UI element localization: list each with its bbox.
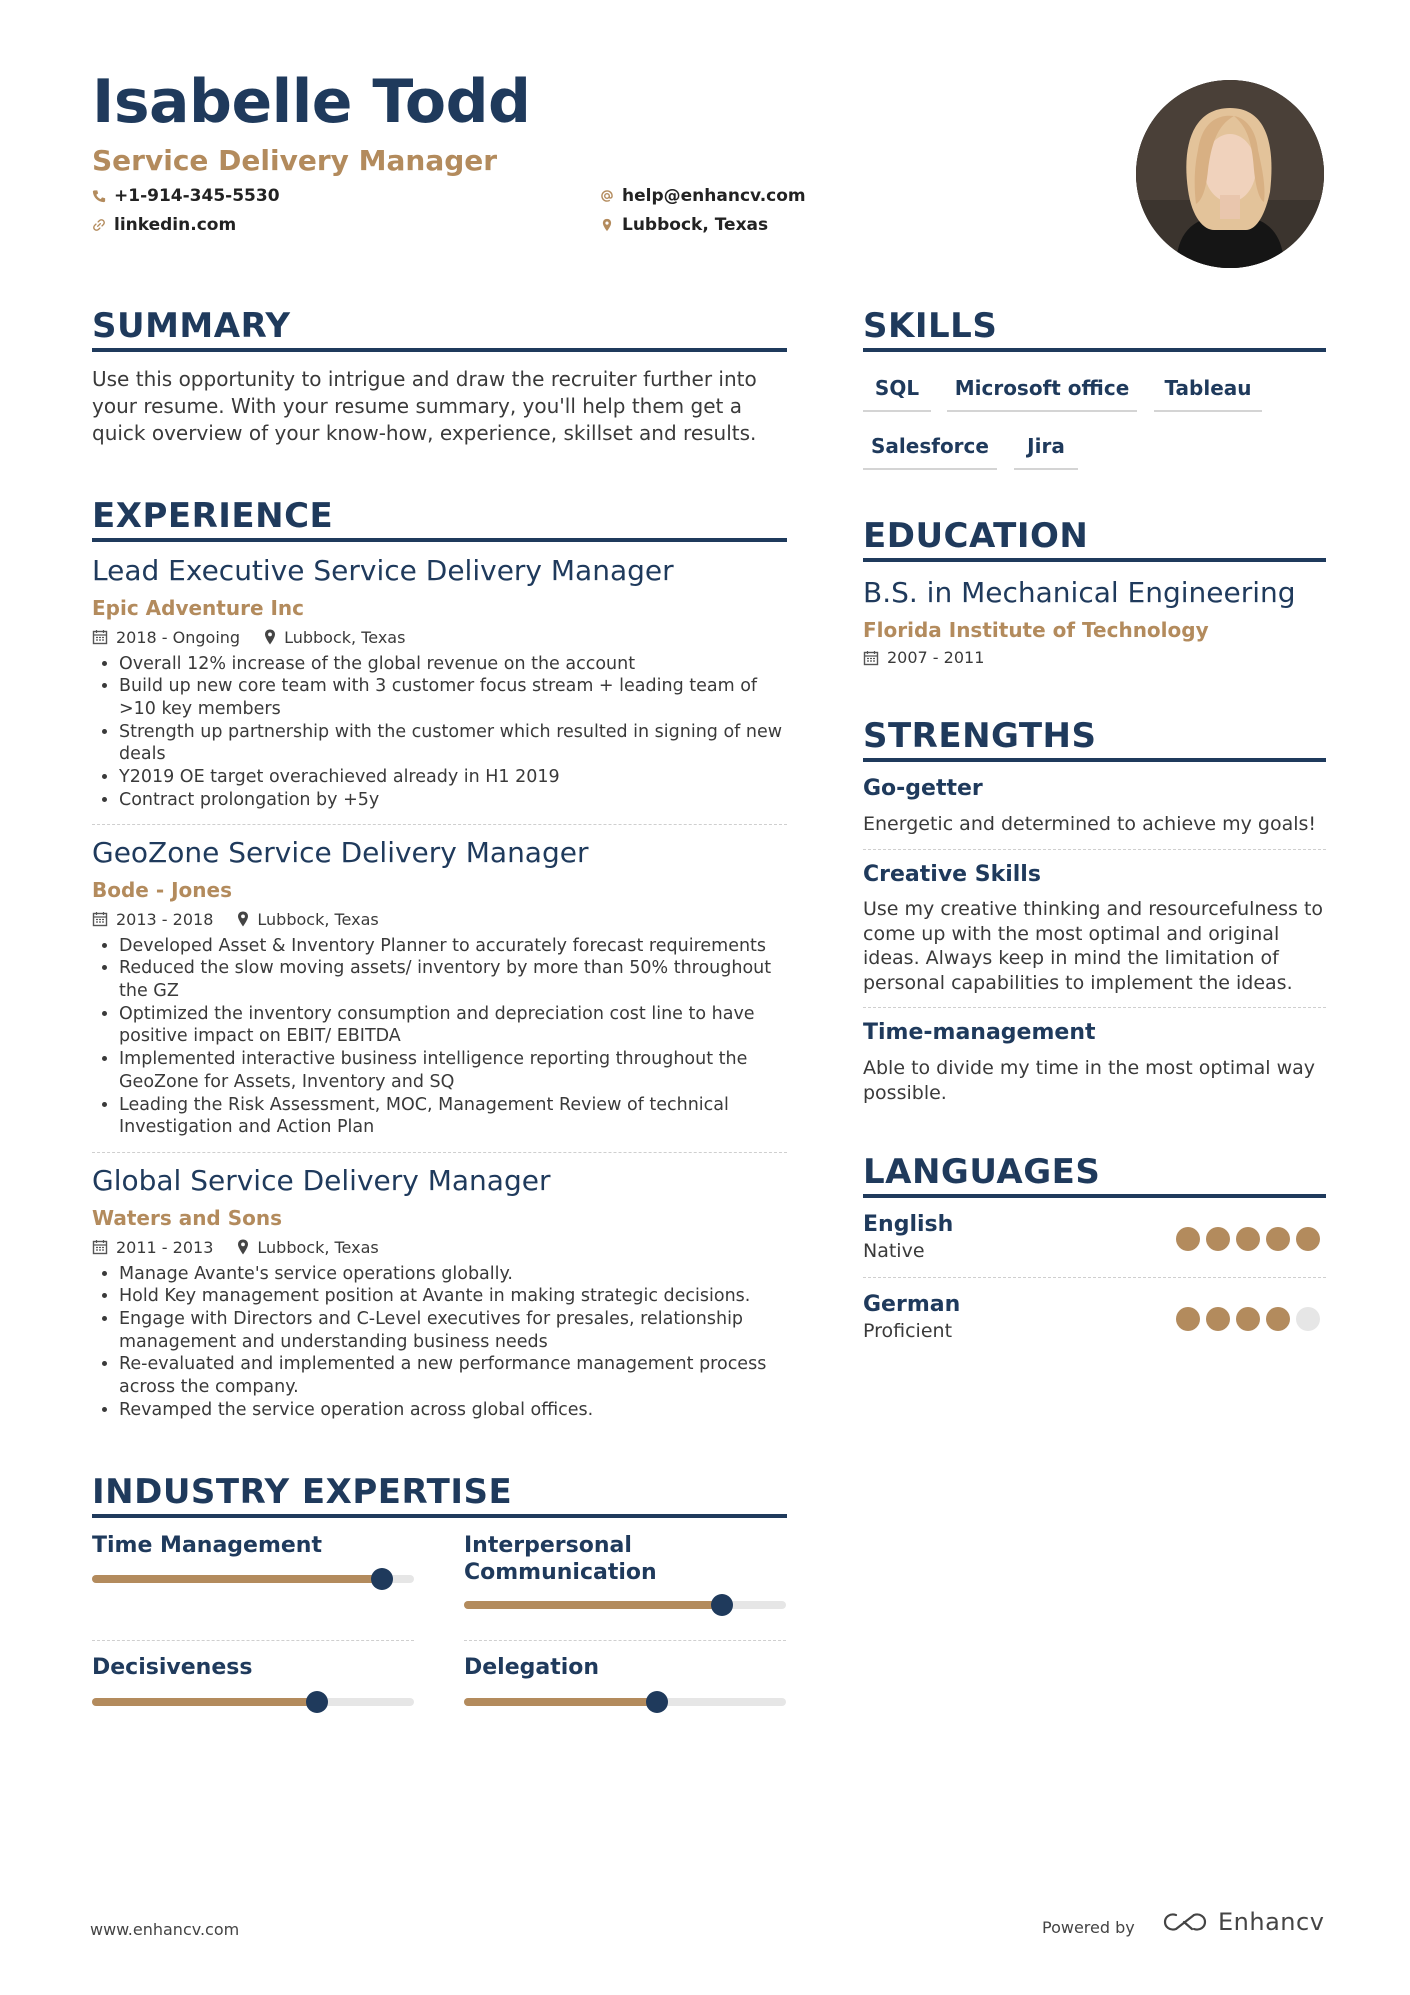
language-dots: [1176, 1307, 1320, 1331]
footer-brand-name: Enhancv: [1218, 1908, 1325, 1936]
enhancv-logo-icon: [1162, 1910, 1208, 1934]
education-heading: EDUCATION: [863, 516, 1089, 556]
candidate-role: Service Delivery Manager: [92, 144, 498, 177]
language-dot-filled: [1236, 1227, 1260, 1251]
job-entry: [92, 1164, 787, 1422]
languages-heading: LANGUAGES: [863, 1152, 1101, 1192]
divider: [464, 1640, 786, 1641]
industry-heading: INDUSTRY EXPERTISE: [92, 1472, 513, 1512]
job-bullet: • Y2019 OE target overachieved already in H1 2019: [119, 766, 787, 789]
job-bullet: • Developed Asset & Inventory Planner to accurately forecast requirements: [119, 935, 787, 958]
summary-rule: [92, 348, 787, 352]
divider: [863, 1007, 1326, 1008]
phone-text: +1-914-345-5530: [114, 186, 280, 206]
job-bullet: • Revamped the service operation across global offices.: [119, 1399, 787, 1422]
expertise-bar-fill: [92, 1698, 317, 1706]
email-contact[interactable]: [600, 186, 806, 206]
language-dot-filled: [1266, 1307, 1290, 1331]
experience-heading: EXPERIENCE: [92, 496, 334, 536]
job-dates: 2011 - 2013: [116, 1237, 214, 1257]
link-icon: [92, 218, 106, 232]
job-entry: [92, 836, 787, 1139]
language-level: Native: [863, 1240, 925, 1262]
footer-website[interactable]: www.enhancv.com: [90, 1920, 240, 1939]
job-bullets: [92, 935, 787, 1139]
divider: [863, 849, 1326, 850]
location-pin-icon: [237, 911, 249, 927]
job-bullet: • Re-evaluated and implemented a new performance management process across the company.: [119, 1353, 787, 1398]
footer-powered: Powered by: [1042, 1918, 1135, 1937]
skill-tag: SQL: [863, 376, 931, 412]
language-dot-filled: [1176, 1227, 1200, 1251]
education-dates: 2007 - 2011: [887, 648, 985, 667]
strength-desc: Use my creative thinking and resourcefulness to come up with the most optimal and original ideas. Always keep in mind the limitation of personal capabilities to implement the ideas.: [863, 898, 1324, 994]
job-location: Lubbock, Texas: [257, 909, 379, 929]
divider: [863, 1277, 1326, 1278]
language-dot-filled: [1176, 1307, 1200, 1331]
portrait-image: [1136, 80, 1324, 268]
linkedin-contact[interactable]: [92, 215, 236, 235]
skill-tag: Salesforce: [863, 434, 997, 470]
languages-rule: [863, 1194, 1326, 1198]
job-bullet: • Engage with Directors and C-Level executives for presales, relationship management and understanding business needs: [119, 1308, 787, 1353]
expertise-bar-knob: [371, 1568, 393, 1590]
job-company: Epic Adventure Inc: [92, 595, 305, 620]
profile-photo: [1136, 80, 1324, 268]
skills-rule: [863, 348, 1326, 352]
divider: [92, 1152, 787, 1153]
job-bullet: • Reduced the slow moving assets/ inventory by more than 50% throughout the GZ: [119, 957, 787, 1002]
skill-tag: Microsoft office: [947, 376, 1137, 412]
location-text: Lubbock, Texas: [622, 215, 769, 235]
location-pin-icon: [600, 218, 614, 232]
language-dot-filled: [1266, 1227, 1290, 1251]
at-icon: [600, 189, 614, 203]
job-title: Global Service Delivery Manager: [92, 1164, 551, 1197]
job-title: Lead Executive Service Delivery Manager: [92, 554, 674, 587]
language-dot-filled: [1296, 1227, 1320, 1251]
education-rule: [863, 558, 1326, 562]
job-location: Lubbock, Texas: [284, 627, 406, 647]
calendar-icon: [92, 1239, 108, 1255]
expertise-label: Delegation: [464, 1655, 600, 1680]
job-dates: 2018 - Ongoing: [116, 627, 241, 647]
language-dot-filled: [1206, 1307, 1230, 1331]
calendar-icon: [863, 650, 879, 666]
summary-heading: SUMMARY: [92, 306, 291, 346]
expertise-bar-knob: [306, 1691, 328, 1713]
degree-title: B.S. in Mechanical Engineering: [863, 576, 1296, 609]
candidate-name: Isabelle Todd: [92, 67, 531, 137]
expertise-label: Time Management: [92, 1533, 322, 1558]
job-entry: [92, 554, 787, 812]
expertise-bar-knob: [711, 1594, 733, 1616]
calendar-icon: [92, 629, 108, 645]
strength-desc: Able to divide my time in the most optimal way possible.: [863, 1057, 1316, 1104]
email-text: help@enhancv.com: [622, 186, 806, 206]
strength-title: Time-management: [863, 1020, 1096, 1045]
job-bullet: • Build up new core team with 3 customer focus stream + leading team of >10 key members: [119, 675, 787, 720]
language-name: German: [863, 1292, 961, 1317]
strengths-heading: STRENGTHS: [863, 716, 1097, 756]
job-bullet: • Overall 12% increase of the global revenue on the account: [119, 653, 787, 676]
expertise-bar: [464, 1601, 786, 1609]
strength-desc: Energetic and determined to achieve my goals!: [863, 813, 1317, 835]
strength-title: Creative Skills: [863, 862, 1041, 887]
location-pin-icon: [237, 1239, 249, 1255]
phone-contact[interactable]: [92, 186, 280, 206]
phone-icon: [92, 189, 106, 203]
job-bullet: • Contract prolongation by +5y: [119, 789, 787, 812]
job-bullet: • Hold Key management position at Avante in making strategic decisions.: [119, 1285, 787, 1308]
education-dates-row: [863, 648, 984, 667]
expertise-bar: [464, 1698, 786, 1706]
language-dot-filled: [1236, 1307, 1260, 1331]
calendar-icon: [92, 911, 108, 927]
linkedin-text: linkedin.com: [114, 215, 237, 235]
strength-title: Go-getter: [863, 776, 983, 801]
expertise-bar-fill: [464, 1601, 722, 1609]
strengths-rule: [863, 758, 1326, 762]
skills-heading: SKILLS: [863, 306, 998, 346]
job-location: Lubbock, Texas: [257, 1237, 379, 1257]
divider: [92, 824, 787, 825]
job-bullet: • Implemented interactive business intelligence reporting throughout the GeoZone for Assets, Inventory and SQ: [119, 1048, 787, 1093]
expertise-bar: [92, 1698, 414, 1706]
skill-tag: Jira: [1014, 434, 1078, 470]
job-meta: [92, 628, 787, 647]
expertise-bar-knob: [646, 1691, 668, 1713]
footer-brand[interactable]: [1162, 1908, 1324, 1936]
language-level: Proficient: [863, 1320, 953, 1342]
language-dots: [1176, 1227, 1320, 1251]
language-dot-empty: [1296, 1307, 1320, 1331]
job-bullets: [92, 653, 787, 812]
location-contact: [600, 215, 768, 235]
job-meta: [92, 1238, 787, 1257]
job-bullet: • Manage Avante's service operations globally.: [119, 1263, 787, 1286]
expertise-bar-fill: [92, 1575, 382, 1583]
industry-rule: [92, 1514, 787, 1518]
language-dot-filled: [1206, 1227, 1230, 1251]
job-meta: [92, 910, 787, 929]
expertise-bar-fill: [464, 1698, 657, 1706]
location-pin-icon: [264, 629, 276, 645]
job-company: Waters and Sons: [92, 1205, 282, 1230]
job-bullet: • Leading the Risk Assessment, MOC, Management Review of technical Investigation and Action Plan: [119, 1094, 787, 1139]
job-bullet: • Strength up partnership with the customer which resulted in signing of new deals: [119, 721, 787, 766]
job-company: Bode - Jones: [92, 877, 232, 902]
job-dates: 2013 - 2018: [116, 909, 214, 929]
skill-tag: Tableau: [1154, 376, 1262, 412]
job-bullets: [92, 1263, 787, 1422]
school-name: Florida Institute of Technology: [863, 618, 1209, 642]
job-bullet: • Optimized the inventory consumption and depreciation cost line to have positive impact on EBIT/ EBITDA: [119, 1003, 787, 1048]
expertise-label: Decisiveness: [92, 1655, 253, 1680]
experience-rule: [92, 538, 787, 542]
expertise-bar: [92, 1575, 414, 1583]
expertise-label: Interpersonal Communication: [464, 1533, 657, 1585]
divider: [92, 1640, 414, 1641]
job-title: GeoZone Service Delivery Manager: [92, 836, 589, 869]
summary-text: Use this opportunity to intrigue and draw the recruiter further into your resume. With your resume summary, you'll help them get a quick overview of your know-how, experience, skillset and results.: [92, 367, 757, 445]
language-name: English: [863, 1212, 954, 1237]
